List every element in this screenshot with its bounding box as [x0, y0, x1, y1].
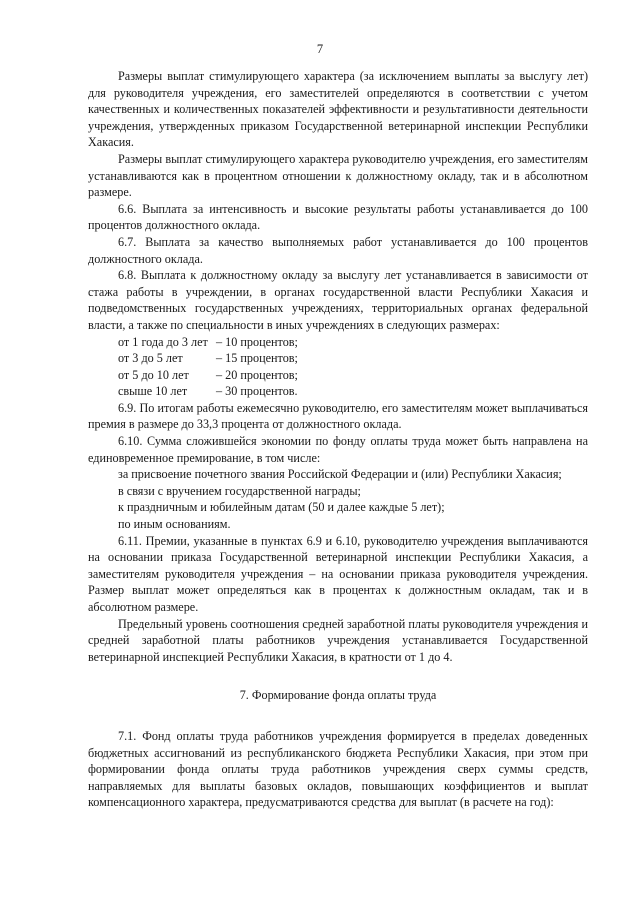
paragraph-6-11: 6.11. Премии, указанные в пунктах 6.9 и 6.10, руководителю учреждения выплачиваются на основании приказа Государственной ветеринарной инспекции Республики Хакасия, а заместителям руководителя учреждения – на основании приказа руководителя учреждения. Размер выплат может определяться как в процентах к должностным окладам, так и в абсолютном размере. — [88, 533, 588, 614]
seniority-item — [88, 367, 588, 384]
bonus-item-holidays: к праздничным и юбилейным датам (50 и далее каждые 5 лет); — [118, 500, 445, 515]
paragraph-incentive-sizes: Размеры выплат стимулирующего характера (за исключением выплаты за выслугу лет) для руководителя учреждения, его заместителей определяются в соответствии с учетом качественных и количественных показателей эффективности и результативности деятельности учреждения, утвержденных приказом Государственной ветеринарной инспекции Республики Хакасия. — [88, 69, 588, 150]
paragraph-6-7: 6.7. Выплата за качество выполняемых работ устанавливается до 100 процентов должностного оклада. — [88, 234, 588, 266]
seniority-percent: – 30 процентов. — [216, 384, 298, 399]
section-title: 7. Формирование фонда оплаты труда — [239, 688, 437, 703]
seniority-item — [88, 383, 588, 400]
seniority-range: от 3 до 5 лет — [118, 351, 183, 366]
paragraph-7-1: 7.1. Фонд оплаты труда работников учреждения формируется в пределах доведенных бюджетных ассигнований из республиканского бюджета Республики Хакасия, при этом при формировании фонда оплаты труда работников учреждения сверх суммы средств, направляемых для выплаты базовых окладов, повышающих коэффициентов и выплат компенсационного характера, предусматриваются средства для выплат (в расчете на год): — [88, 728, 588, 810]
seniority-percent: – 10 процентов; — [216, 334, 298, 349]
seniority-range: от 1 года до 3 лет — [118, 334, 208, 349]
paragraph-6-9: 6.9. По итогам работы ежемесячно руководителю, его заместителям может выплачиваться премия в размере до 33,3 процента от должностного оклада. — [88, 400, 588, 432]
paragraph-6-8: 6.8. Выплата к должностному окладу за выслугу лет устанавливается в зависимости от стажа работы в учреждении, в органах государственной власти Республики Хакасия и подведомственных государственных учреждениях, территориальных органах федеральной власти, а также по специальности в иных учреждениях в следующих размерах: — [88, 268, 588, 332]
bonus-item-other: по иным основаниям. — [118, 517, 231, 532]
seniority-item — [88, 334, 588, 351]
seniority-item — [88, 350, 588, 367]
seniority-percent: – 15 процентов; — [216, 351, 298, 366]
paragraph-salary-ratio: Предельный уровень соотношения средней заработной платы руководителя учреждения и средней заработной платы работников учреждения устанавливается Государственной ветеринарной инспекцией Республики Хакасия, в кратности от 1 до 4. — [88, 616, 588, 664]
seniority-list — [88, 334, 588, 400]
document-body — [88, 68, 588, 811]
paragraph-6-10: 6.10. Сумма сложившейся экономии по фонду оплаты труда может быть направлена на единовременное премирование, в том числе: — [88, 434, 588, 465]
page-number: 7 — [316, 42, 324, 56]
seniority-range: свыше 10 лет — [118, 384, 188, 399]
bonus-item-honorary-title: за присвоение почетного звания Российской Федерации и (или) Республики Хакасия; — [118, 467, 562, 482]
seniority-percent: – 20 процентов; — [216, 367, 298, 382]
bonus-item-state-award: в связи с вручением государственной награды; — [118, 483, 361, 498]
paragraph-6-6: 6.6. Выплата за интенсивность и высокие результаты работы устанавливается до 100 процентов должностного оклада. — [88, 201, 588, 233]
seniority-range: от 5 до 10 лет — [118, 367, 189, 382]
paragraph-incentive-forms: Размеры выплат стимулирующего характера руководителю учреждения, его заместителям устанавливаются как в процентном отношении к должностному окладу, так и в абсолютном размере. — [88, 151, 588, 200]
